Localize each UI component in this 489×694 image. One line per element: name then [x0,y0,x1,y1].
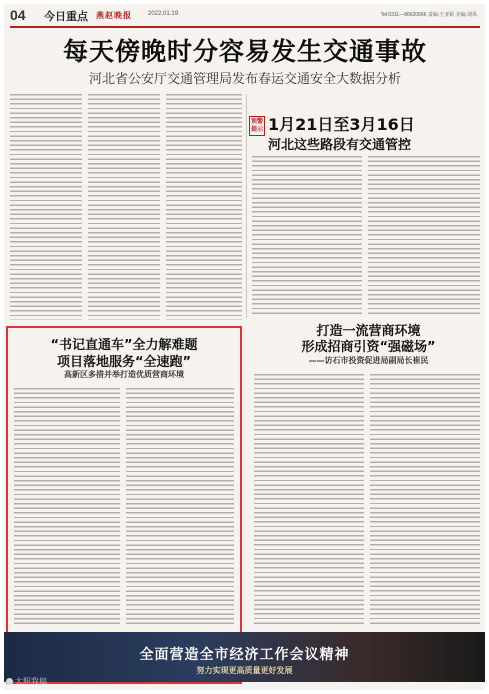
warning-tag: 预警提示 [249,116,265,136]
section-name: 今日重点 [44,10,88,23]
highlight-body-col1 [14,388,120,624]
feature-date-range: 1月21日至3月16日 [268,115,415,134]
right-body-col1 [254,374,364,624]
highlight-subtitle: 高新区多措并举打造优质营商环境 [64,370,184,379]
header-rule [10,26,480,28]
issue-date: 2022.01.19 [148,11,179,17]
page-number: 04 [10,7,26,23]
lead-body-col2 [88,94,160,320]
masthead-logo: 燕赵晚报 [96,10,132,20]
lead-body-col3 [166,94,242,320]
page-header [4,4,485,26]
watermark [6,676,47,687]
feature-body-col2 [368,156,480,316]
right-article-subtitle: ——访石市投资促进局副局长崔民 [308,356,429,365]
banner-main-text: 全面营造全市经济工作会议精神 [139,647,350,663]
right-article-title-line2: 形成招商引资“强磁场” [301,340,436,355]
highlight-title-line1: “书记直通车”全力解难题 [50,338,198,353]
feature-title: 河北这些路段有交通管控 [268,138,412,153]
highlight-title-line2: 项目落地服务“全速跑” [56,355,192,370]
column-divider [246,94,247,318]
newspaper-page [4,4,485,690]
feature-body-col1 [252,156,362,316]
right-body-col2 [370,374,480,624]
header-contact: Tel:0311—86620666 责编:王亚娇 美编:刘凤 [380,12,477,18]
banner-sub-text: 努力实现更高质量更好发展 [196,666,293,675]
right-article-title-line1: 打造一流营商环境 [316,324,421,339]
lead-headline: 每天傍晚时分容易发生交通事故 [62,37,427,66]
watermark-icon [6,678,13,685]
lead-body-col1 [10,94,82,320]
lead-subheadline: 河北省公安厅交通管理局发布春运交通安全大数据分析 [88,72,401,87]
highlight-body-col2 [126,388,234,624]
watermark-text: 大胆我搞 [15,677,47,686]
